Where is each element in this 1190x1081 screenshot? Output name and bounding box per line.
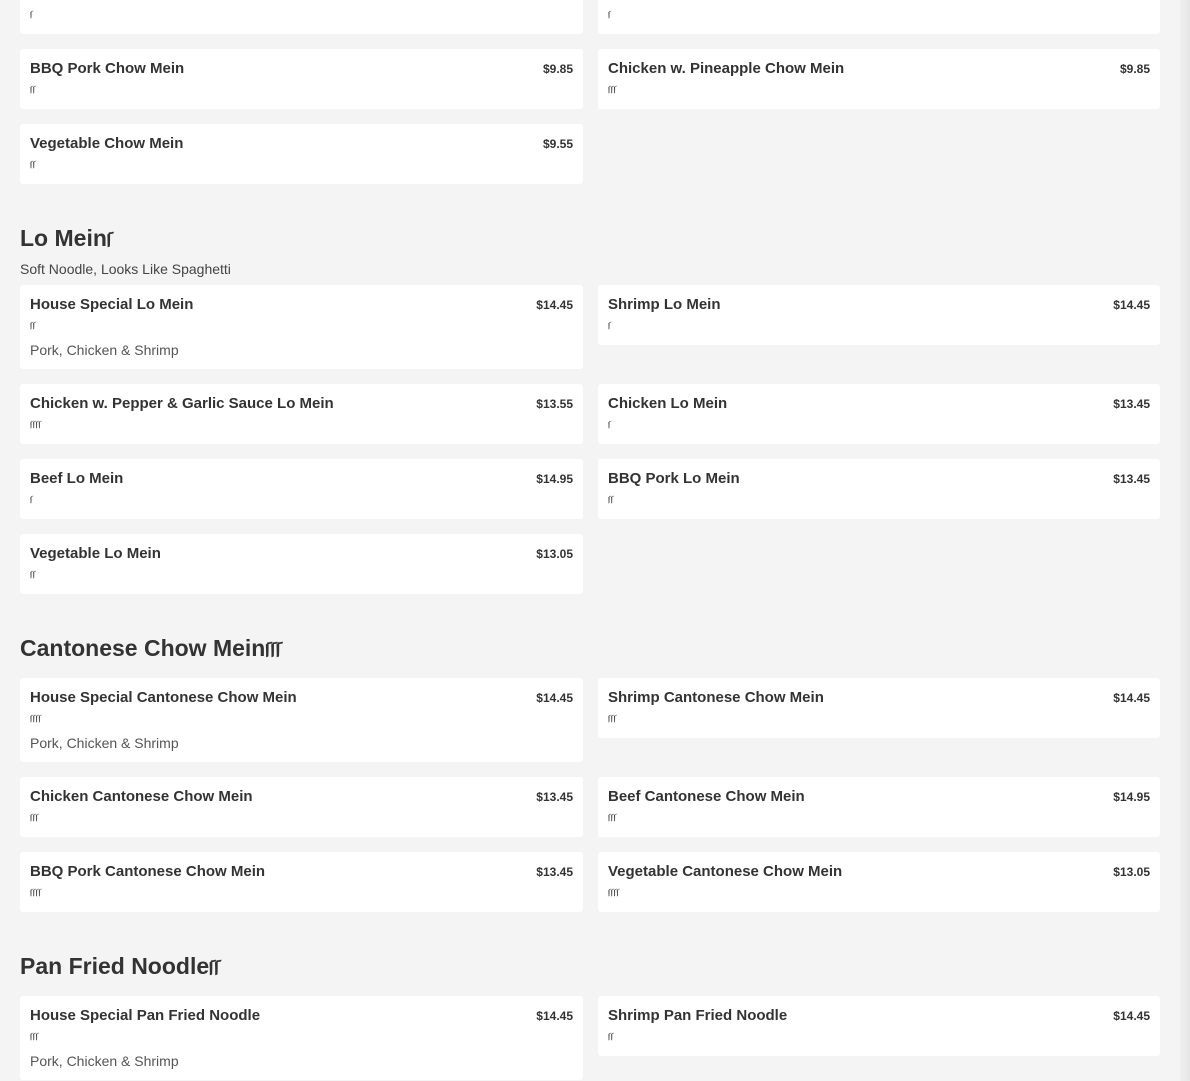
item-chinese-name: ࡱࡱ <box>30 567 36 581</box>
section-cantonese-chow-mein <box>20 634 1160 912</box>
menu-item-card[interactable] <box>20 996 583 1080</box>
section-lo-mein <box>20 224 1160 594</box>
item-name: Vegetable Cantonese Chow Mein <box>608 863 843 880</box>
item-name: House Special Pan Fried Noodle <box>30 1007 261 1024</box>
item-price: $13.45 <box>1113 397 1150 411</box>
item-name: BBQ Pork Lo Mein <box>608 470 740 487</box>
item-chinese-name: ࡱ <box>30 492 33 506</box>
item-price: $14.45 <box>1113 298 1150 312</box>
card-header <box>30 295 573 315</box>
section-title: Cantonese Chow Meinࡱࡱࡱ <box>20 635 282 661</box>
menu-item-card[interactable] <box>598 678 1160 738</box>
card-header <box>30 59 573 79</box>
item-chinese-name: ࡱࡱࡱ <box>608 810 617 824</box>
item-price: $14.45 <box>1113 691 1150 705</box>
menu-grid <box>20 285 1160 594</box>
item-name: Beef Cantonese Chow Mein <box>608 788 805 805</box>
card-header <box>608 787 1150 807</box>
item-chinese-name: ࡱࡱࡱ <box>30 1029 39 1043</box>
card-header <box>30 862 573 882</box>
menu-item-card[interactable] <box>20 0 583 34</box>
card-header <box>30 688 573 708</box>
card-header <box>608 1006 1150 1026</box>
card-header <box>608 688 1150 708</box>
menu-item-card[interactable] <box>20 678 583 762</box>
menu-item-card[interactable] <box>598 459 1160 519</box>
item-name: House Special Lo Mein <box>30 296 194 313</box>
card-header <box>30 134 573 154</box>
item-name: Shrimp Pan Fried Noodle <box>608 1007 788 1024</box>
card-header <box>30 787 573 807</box>
item-chinese-name: ࡱ <box>608 417 611 431</box>
item-description: Pork, Chicken & Shrimp <box>30 342 179 358</box>
section-pan-fried-noodle <box>20 952 1160 1080</box>
item-description: Pork, Chicken & Shrimp <box>30 735 179 751</box>
menu-item-card[interactable] <box>598 777 1160 837</box>
menu-item-card[interactable] <box>598 384 1160 444</box>
item-price: $14.45 <box>536 1009 573 1023</box>
item-price: $13.55 <box>536 397 573 411</box>
item-name: Chicken w. Pepper & Garlic Sauce Lo Mein <box>30 395 334 412</box>
menu-item-card[interactable] <box>598 49 1160 109</box>
item-price: $13.05 <box>536 547 573 561</box>
menu-page <box>20 0 1160 1080</box>
menu-item-card[interactable] <box>598 285 1160 345</box>
card-header <box>30 394 573 414</box>
card-header <box>30 469 573 489</box>
item-name: BBQ Pork Cantonese Chow Mein <box>30 863 266 880</box>
menu-item-card[interactable] <box>20 852 583 912</box>
item-price: $13.45 <box>1113 472 1150 486</box>
item-price: $9.85 <box>542 62 573 76</box>
item-price: $14.95 <box>1113 790 1150 804</box>
item-name: BBQ Pork Chow Mein <box>30 60 185 77</box>
item-chinese-name: ࡱࡱࡱ <box>608 711 617 725</box>
item-price: $14.45 <box>1113 1009 1150 1023</box>
item-chinese-name: ࡱ <box>608 318 611 332</box>
card-header <box>30 1006 573 1026</box>
scrollbar[interactable] <box>1180 0 1190 1081</box>
menu-item-card[interactable] <box>20 49 583 109</box>
item-name: Chicken Cantonese Chow Mein <box>30 788 253 805</box>
item-price: $9.85 <box>1119 62 1150 76</box>
card-header <box>608 862 1150 882</box>
item-chinese-name: ࡱࡱ <box>30 82 36 96</box>
item-price: $14.45 <box>536 298 573 312</box>
card-header <box>608 295 1150 315</box>
item-price: $14.95 <box>536 472 573 486</box>
item-price: $13.05 <box>1113 865 1150 879</box>
card-header <box>30 544 573 564</box>
menu-grid <box>20 996 1160 1080</box>
item-chinese-name: ࡱࡱ <box>608 492 614 506</box>
menu-item-card[interactable] <box>598 852 1160 912</box>
section-chow-mein <box>20 0 1160 184</box>
section-title: Pan Fried Noodleࡱࡱ <box>20 953 220 979</box>
menu-item-card[interactable] <box>20 459 583 519</box>
menu-item-card[interactable] <box>598 0 1160 34</box>
item-price: $9.55 <box>542 137 573 151</box>
item-name: Chicken Lo Mein <box>608 395 728 412</box>
card-header <box>608 469 1150 489</box>
menu-item-card[interactable] <box>20 777 583 837</box>
item-chinese-name: ࡱࡱࡱࡱ <box>30 885 42 899</box>
item-price: $13.45 <box>536 790 573 804</box>
item-chinese-name: ࡱࡱࡱࡱ <box>30 711 42 725</box>
card-header <box>608 394 1150 414</box>
menu-grid <box>20 0 1160 184</box>
section-description: Soft Noodle, Looks Like Spaghetti <box>20 261 231 277</box>
item-chinese-name: ࡱࡱࡱࡱ <box>608 885 620 899</box>
item-name: Vegetable Lo Mein <box>30 545 161 562</box>
item-name: Beef Lo Mein <box>30 470 124 487</box>
section-title: Lo Meinࡱ <box>20 225 113 251</box>
item-chinese-name: ࡱࡱࡱ <box>30 810 39 824</box>
menu-item-card[interactable] <box>20 384 583 444</box>
menu-item-card[interactable] <box>20 124 583 184</box>
item-name: House Special Cantonese Chow Mein <box>30 689 297 706</box>
item-chinese-name: ࡱࡱ <box>30 157 36 171</box>
item-name: Vegetable Chow Mein <box>30 135 184 152</box>
item-name: Chicken w. Pineapple Chow Mein <box>608 60 845 77</box>
item-name: Shrimp Cantonese Chow Mein <box>608 689 824 706</box>
menu-item-card[interactable] <box>598 996 1160 1056</box>
item-name: Shrimp Lo Mein <box>608 296 721 313</box>
item-chinese-name: ࡱ <box>608 7 611 21</box>
menu-item-card[interactable] <box>20 534 583 594</box>
item-description: Pork, Chicken & Shrimp <box>30 1053 179 1069</box>
item-chinese-name: ࡱࡱࡱ <box>608 82 617 96</box>
item-price: $14.45 <box>536 691 573 705</box>
item-chinese-name: ࡱ <box>30 7 33 21</box>
menu-grid <box>20 678 1160 912</box>
card-header <box>608 59 1150 79</box>
item-chinese-name: ࡱࡱ <box>30 318 36 332</box>
item-price: $13.45 <box>536 865 573 879</box>
item-chinese-name: ࡱࡱ <box>608 1029 614 1043</box>
item-chinese-name: ࡱࡱࡱࡱ <box>30 417 42 431</box>
menu-item-card[interactable] <box>20 285 583 369</box>
